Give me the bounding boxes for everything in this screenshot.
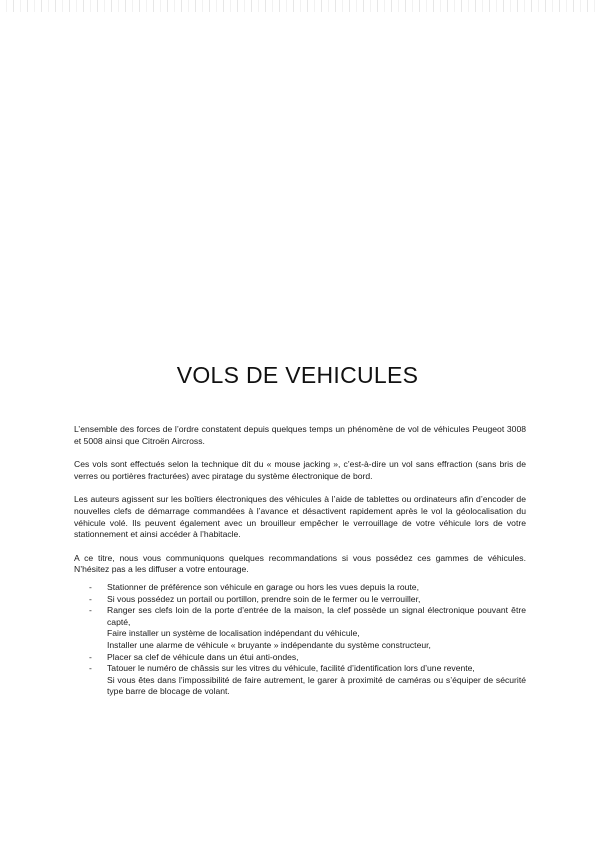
list-item-text: Placer sa clef de véhicule dans un étui anti-ondes, <box>107 651 299 662</box>
list-item <box>74 594 526 606</box>
recommendations-list <box>74 582 526 698</box>
bullet-marker: - <box>89 663 92 674</box>
paragraph: L’ensemble des forces de l’ordre constatent depuis quelques temps un phénomène de vol de véhicules Peugeot 3008 et 5008 ainsi que Citroën Aircross. <box>74 424 526 446</box>
list-item-text: Si vous possédez un portail ou portillon, prendre soin de le fermer ou le verrouiller, <box>107 593 421 604</box>
bullet-marker: - <box>89 605 92 616</box>
paragraph: Les auteurs agissent sur les boîtiers électroniques des véhicules à l’aide de tablettes ou ordinateurs afin d’encoder de nouvelles clefs de démarrage commandées à l’avance et désactivent rapidement après le vol la géolocalisation du véhicule volé. Ils peuvent également avec un brouilleur empêcher le verrouillage de votre véhicule lors de votre stationnement et ainsi accéder à l’habitacle. <box>74 494 526 540</box>
bullet-marker: - <box>89 593 92 604</box>
list-item-text: Stationner de préférence son véhicule en garage ou hors les vues depuis la route, <box>107 581 419 592</box>
document-title: VOLS DE VEHICULES <box>176 362 419 388</box>
list-item <box>74 663 526 698</box>
list-item <box>74 652 526 664</box>
paragraph: A ce titre, nous vous communiquons quelques recommandations si vous possédez ces gammes de véhicules. N’hésitez pas a les diffuser a votre entourage. <box>74 552 526 575</box>
list-item-text: Tatouer le numéro de châssis sur les vitres du véhicule, facilité d’identification lors d’une revente, <box>107 663 475 674</box>
paragraph: Ces vols sont effectués selon la technique dit du « mouse jacking », c’est-à-dire un vol sans effraction (sans bris de verres ou portières fracturées) avec piratage du système électronique de bord. <box>74 459 526 481</box>
bullet-marker: - <box>89 581 92 592</box>
bullet-marker: - <box>89 651 92 662</box>
scan-artifact <box>0 0 595 12</box>
list-item <box>74 582 526 594</box>
list-item-text: Ranger ses clefs loin de la porte d’entrée de la maison, la clef possède un signal électronique pouvant être capté, <box>107 605 526 627</box>
list-item-text: Installer une alarme de véhicule « bruyante » indépendante du système constructeur, <box>107 639 431 650</box>
list-item <box>74 605 526 651</box>
document-body <box>74 424 526 698</box>
list-item-text: Si vous êtes dans l’impossibilité de faire autrement, le garer à proximité de caméras ou s’équiper de sécurité type barre de blocage de volant. <box>107 674 526 697</box>
list-item-text: Faire installer un système de localisation indépendant du véhicule, <box>107 628 360 639</box>
